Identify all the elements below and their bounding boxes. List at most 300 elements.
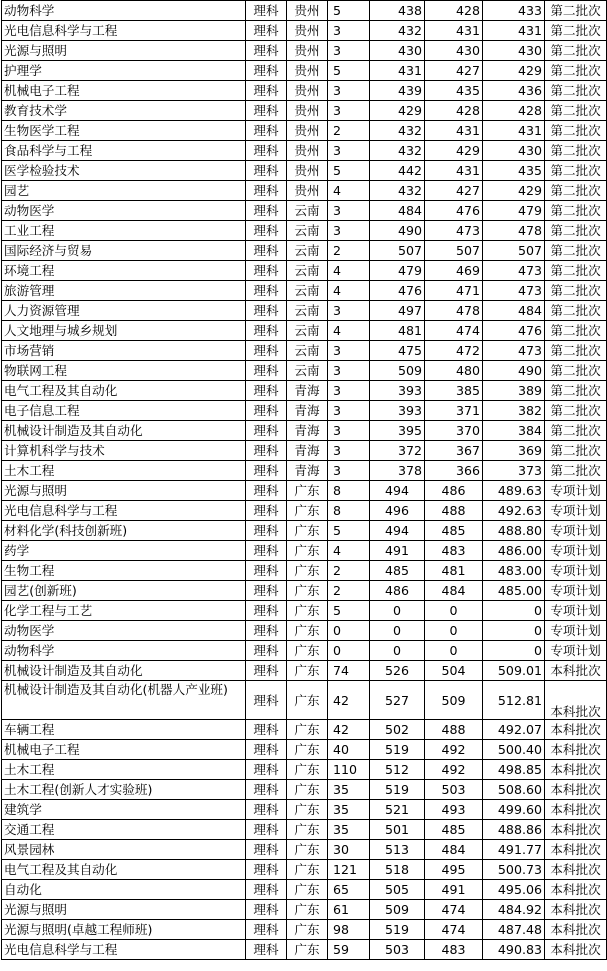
avg-score-cell: 478 (483, 221, 545, 241)
major-name-cell: 光源与照明(卓越工程师班) (2, 920, 246, 940)
province-cell: 广东 (287, 541, 328, 561)
min-score-cell: 503 (425, 780, 483, 800)
subject-type-cell: 理科 (246, 181, 287, 201)
batch-cell: 本科批次 (545, 681, 607, 720)
plan-count-cell: 3 (328, 401, 370, 421)
avg-score-cell: 488.86 (483, 820, 545, 840)
min-score-cell: 507 (425, 241, 483, 261)
major-name-cell: 旅游管理 (2, 281, 246, 301)
major-name-cell: 车辆工程 (2, 720, 246, 740)
plan-count-cell: 3 (328, 461, 370, 481)
plan-count-cell: 4 (328, 281, 370, 301)
province-cell: 广东 (287, 641, 328, 661)
max-score-cell: 518 (370, 860, 425, 880)
min-score-cell: 370 (425, 421, 483, 441)
province-cell: 青海 (287, 401, 328, 421)
min-score-cell: 474 (425, 321, 483, 341)
max-score-cell: 496 (370, 501, 425, 521)
subject-type-cell: 理科 (246, 61, 287, 81)
table-row (2, 481, 607, 501)
major-name-cell: 教育技术学 (2, 101, 246, 121)
batch-cell: 本科批次 (545, 800, 607, 820)
batch-cell: 第二批次 (545, 101, 607, 121)
table-row (2, 800, 607, 820)
max-score-cell: 519 (370, 920, 425, 940)
subject-type-cell: 理科 (246, 161, 287, 181)
avg-score-cell: 430 (483, 141, 545, 161)
province-cell: 云南 (287, 201, 328, 221)
min-score-cell: 427 (425, 181, 483, 201)
min-score-cell: 478 (425, 301, 483, 321)
plan-count-cell: 35 (328, 800, 370, 820)
plan-count-cell: 61 (328, 900, 370, 920)
plan-count-cell: 3 (328, 21, 370, 41)
table-row (2, 301, 607, 321)
province-cell: 云南 (287, 341, 328, 361)
max-score-cell: 378 (370, 461, 425, 481)
min-score-cell: 504 (425, 661, 483, 681)
table-row (2, 161, 607, 181)
subject-type-cell: 理科 (246, 461, 287, 481)
table-row (2, 241, 607, 261)
min-score-cell: 472 (425, 341, 483, 361)
table-row (2, 641, 607, 661)
table-row (2, 101, 607, 121)
max-score-cell: 393 (370, 381, 425, 401)
major-name-cell: 机械电子工程 (2, 81, 246, 101)
batch-cell: 第二批次 (545, 421, 607, 441)
min-score-cell: 474 (425, 900, 483, 920)
max-score-cell: 497 (370, 301, 425, 321)
subject-type-cell: 理科 (246, 1, 287, 21)
avg-score-cell: 0 (483, 641, 545, 661)
avg-score-cell: 484 (483, 301, 545, 321)
batch-cell: 第二批次 (545, 221, 607, 241)
major-name-cell: 光电信息科学与工程 (2, 940, 246, 960)
batch-cell: 专项计划 (545, 581, 607, 601)
min-score-cell: 483 (425, 940, 483, 960)
avg-score-cell: 512.81 (483, 681, 545, 720)
province-cell: 贵州 (287, 161, 328, 181)
province-cell: 云南 (287, 301, 328, 321)
avg-score-cell: 369 (483, 441, 545, 461)
plan-count-cell: 2 (328, 581, 370, 601)
batch-cell: 专项计划 (545, 501, 607, 521)
batch-cell: 专项计划 (545, 521, 607, 541)
major-name-cell: 机械设计制造及其自动化(机器人产业班) (2, 681, 246, 720)
plan-count-cell: 3 (328, 101, 370, 121)
table-body (2, 1, 607, 960)
min-score-cell: 493 (425, 800, 483, 820)
avg-score-cell: 429 (483, 181, 545, 201)
avg-score-cell: 429 (483, 61, 545, 81)
max-score-cell: 526 (370, 661, 425, 681)
table-row (2, 401, 607, 421)
subject-type-cell: 理科 (246, 441, 287, 461)
province-cell: 广东 (287, 760, 328, 780)
avg-score-cell: 508.60 (483, 780, 545, 800)
plan-count-cell: 8 (328, 481, 370, 501)
batch-cell: 本科批次 (545, 720, 607, 740)
major-name-cell: 动物科学 (2, 641, 246, 661)
plan-count-cell: 3 (328, 381, 370, 401)
min-score-cell: 428 (425, 101, 483, 121)
avg-score-cell: 479 (483, 201, 545, 221)
major-name-cell: 土木工程 (2, 760, 246, 780)
min-score-cell: 0 (425, 601, 483, 621)
plan-count-cell: 3 (328, 221, 370, 241)
major-name-cell: 计算机科学与技术 (2, 441, 246, 461)
subject-type-cell: 理科 (246, 101, 287, 121)
major-name-cell: 物联网工程 (2, 361, 246, 381)
plan-count-cell: 2 (328, 561, 370, 581)
province-cell: 贵州 (287, 1, 328, 21)
batch-cell: 第二批次 (545, 201, 607, 221)
table-row (2, 201, 607, 221)
avg-score-cell: 430 (483, 41, 545, 61)
batch-cell: 本科批次 (545, 661, 607, 681)
plan-count-cell: 121 (328, 860, 370, 880)
subject-type-cell: 理科 (246, 880, 287, 900)
avg-score-cell: 487.48 (483, 920, 545, 940)
plan-count-cell: 35 (328, 780, 370, 800)
major-name-cell: 材料化学(科技创新班) (2, 521, 246, 541)
subject-type-cell: 理科 (246, 641, 287, 661)
batch-cell: 第二批次 (545, 461, 607, 481)
plan-count-cell: 98 (328, 920, 370, 940)
plan-count-cell: 3 (328, 341, 370, 361)
subject-type-cell: 理科 (246, 281, 287, 301)
batch-cell: 本科批次 (545, 820, 607, 840)
max-score-cell: 501 (370, 820, 425, 840)
batch-cell: 本科批次 (545, 940, 607, 960)
table-row (2, 321, 607, 341)
subject-type-cell: 理科 (246, 800, 287, 820)
max-score-cell: 519 (370, 740, 425, 760)
max-score-cell: 491 (370, 541, 425, 561)
subject-type-cell: 理科 (246, 760, 287, 780)
batch-cell: 第二批次 (545, 401, 607, 421)
province-cell: 广东 (287, 820, 328, 840)
major-name-cell: 园艺(创新班) (2, 581, 246, 601)
major-name-cell: 人力资源管理 (2, 301, 246, 321)
max-score-cell: 494 (370, 481, 425, 501)
batch-cell: 第二批次 (545, 41, 607, 61)
major-name-cell: 电气工程及其自动化 (2, 381, 246, 401)
major-name-cell: 光电信息科学与工程 (2, 21, 246, 41)
subject-type-cell: 理科 (246, 900, 287, 920)
table-row (2, 541, 607, 561)
max-score-cell: 502 (370, 720, 425, 740)
major-name-cell: 食品科学与工程 (2, 141, 246, 161)
avg-score-cell: 0 (483, 601, 545, 621)
major-name-cell: 光源与照明 (2, 900, 246, 920)
min-score-cell: 476 (425, 201, 483, 221)
max-score-cell: 490 (370, 221, 425, 241)
major-name-cell: 光源与照明 (2, 481, 246, 501)
major-name-cell: 机械设计制造及其自动化 (2, 421, 246, 441)
max-score-cell: 512 (370, 760, 425, 780)
province-cell: 贵州 (287, 121, 328, 141)
plan-count-cell: 3 (328, 301, 370, 321)
plan-count-cell: 3 (328, 81, 370, 101)
major-name-cell: 生物工程 (2, 561, 246, 581)
subject-type-cell: 理科 (246, 341, 287, 361)
province-cell: 云南 (287, 321, 328, 341)
major-name-cell: 机械设计制造及其自动化 (2, 661, 246, 681)
max-score-cell: 494 (370, 521, 425, 541)
min-score-cell: 492 (425, 740, 483, 760)
avg-score-cell: 484.92 (483, 900, 545, 920)
avg-score-cell: 490.83 (483, 940, 545, 960)
table-row (2, 341, 607, 361)
max-score-cell: 442 (370, 161, 425, 181)
subject-type-cell: 理科 (246, 840, 287, 860)
max-score-cell: 431 (370, 61, 425, 81)
min-score-cell: 431 (425, 161, 483, 181)
avg-score-cell: 488.80 (483, 521, 545, 541)
major-name-cell: 动物医学 (2, 201, 246, 221)
province-cell: 广东 (287, 920, 328, 940)
subject-type-cell: 理科 (246, 241, 287, 261)
table-row (2, 181, 607, 201)
plan-count-cell: 3 (328, 41, 370, 61)
province-cell: 广东 (287, 601, 328, 621)
min-score-cell: 488 (425, 501, 483, 521)
batch-cell: 第二批次 (545, 1, 607, 21)
max-score-cell: 479 (370, 261, 425, 281)
max-score-cell: 432 (370, 181, 425, 201)
subject-type-cell: 理科 (246, 621, 287, 641)
major-name-cell: 化学工程与工艺 (2, 601, 246, 621)
subject-type-cell: 理科 (246, 381, 287, 401)
min-score-cell: 366 (425, 461, 483, 481)
plan-count-cell: 5 (328, 161, 370, 181)
subject-type-cell: 理科 (246, 521, 287, 541)
min-score-cell: 431 (425, 121, 483, 141)
max-score-cell: 475 (370, 341, 425, 361)
avg-score-cell: 476 (483, 321, 545, 341)
max-score-cell: 509 (370, 900, 425, 920)
table-row (2, 441, 607, 461)
province-cell: 广东 (287, 780, 328, 800)
plan-count-cell: 2 (328, 121, 370, 141)
max-score-cell: 527 (370, 681, 425, 720)
plan-count-cell: 4 (328, 321, 370, 341)
avg-score-cell: 373 (483, 461, 545, 481)
min-score-cell: 0 (425, 621, 483, 641)
subject-type-cell: 理科 (246, 860, 287, 880)
max-score-cell: 485 (370, 561, 425, 581)
min-score-cell: 483 (425, 541, 483, 561)
subject-type-cell: 理科 (246, 780, 287, 800)
province-cell: 云南 (287, 361, 328, 381)
plan-count-cell: 3 (328, 141, 370, 161)
major-name-cell: 土木工程 (2, 461, 246, 481)
province-cell: 云南 (287, 241, 328, 261)
province-cell: 广东 (287, 900, 328, 920)
subject-type-cell: 理科 (246, 41, 287, 61)
subject-type-cell: 理科 (246, 481, 287, 501)
min-score-cell: 430 (425, 41, 483, 61)
subject-type-cell: 理科 (246, 720, 287, 740)
province-cell: 广东 (287, 501, 328, 521)
plan-count-cell: 5 (328, 1, 370, 21)
province-cell: 云南 (287, 281, 328, 301)
avg-score-cell: 483.00 (483, 561, 545, 581)
province-cell: 青海 (287, 461, 328, 481)
batch-cell: 本科批次 (545, 760, 607, 780)
table-row (2, 281, 607, 301)
avg-score-cell: 495.06 (483, 880, 545, 900)
subject-type-cell: 理科 (246, 740, 287, 760)
avg-score-cell: 428 (483, 101, 545, 121)
major-name-cell: 护理学 (2, 61, 246, 81)
max-score-cell: 0 (370, 621, 425, 641)
batch-cell: 第二批次 (545, 361, 607, 381)
province-cell: 广东 (287, 880, 328, 900)
max-score-cell: 509 (370, 361, 425, 381)
province-cell: 贵州 (287, 101, 328, 121)
avg-score-cell: 473 (483, 281, 545, 301)
table-row (2, 760, 607, 780)
min-score-cell: 509 (425, 681, 483, 720)
avg-score-cell: 431 (483, 21, 545, 41)
batch-cell: 本科批次 (545, 840, 607, 860)
subject-type-cell: 理科 (246, 81, 287, 101)
max-score-cell: 503 (370, 940, 425, 960)
subject-type-cell: 理科 (246, 421, 287, 441)
province-cell: 青海 (287, 441, 328, 461)
subject-type-cell: 理科 (246, 581, 287, 601)
avg-score-cell: 489.63 (483, 481, 545, 501)
province-cell: 贵州 (287, 81, 328, 101)
min-score-cell: 385 (425, 381, 483, 401)
subject-type-cell: 理科 (246, 681, 287, 720)
table-row (2, 581, 607, 601)
avg-score-cell: 431 (483, 121, 545, 141)
plan-count-cell: 42 (328, 720, 370, 740)
batch-cell: 专项计划 (545, 621, 607, 641)
max-score-cell: 507 (370, 241, 425, 261)
major-name-cell: 园艺 (2, 181, 246, 201)
min-score-cell: 480 (425, 361, 483, 381)
batch-cell: 第二批次 (545, 341, 607, 361)
table-row (2, 740, 607, 760)
major-name-cell: 建筑学 (2, 800, 246, 820)
subject-type-cell: 理科 (246, 301, 287, 321)
table-row (2, 221, 607, 241)
plan-count-cell: 3 (328, 421, 370, 441)
major-name-cell: 市场营销 (2, 341, 246, 361)
province-cell: 青海 (287, 421, 328, 441)
min-score-cell: 429 (425, 141, 483, 161)
plan-count-cell: 3 (328, 441, 370, 461)
table-row (2, 461, 607, 481)
plan-count-cell: 5 (328, 601, 370, 621)
avg-score-cell: 435 (483, 161, 545, 181)
province-cell: 广东 (287, 740, 328, 760)
table-row (2, 21, 607, 41)
table-row (2, 1, 607, 21)
table-row (2, 900, 607, 920)
table-row (2, 880, 607, 900)
subject-type-cell: 理科 (246, 541, 287, 561)
batch-cell: 第二批次 (545, 261, 607, 281)
max-score-cell: 438 (370, 1, 425, 21)
max-score-cell: 430 (370, 41, 425, 61)
avg-score-cell: 389 (483, 381, 545, 401)
min-score-cell: 492 (425, 760, 483, 780)
avg-score-cell: 0 (483, 621, 545, 641)
subject-type-cell: 理科 (246, 820, 287, 840)
min-score-cell: 484 (425, 840, 483, 860)
table-row (2, 41, 607, 61)
plan-count-cell: 3 (328, 201, 370, 221)
min-score-cell: 484 (425, 581, 483, 601)
max-score-cell: 484 (370, 201, 425, 221)
subject-type-cell: 理科 (246, 261, 287, 281)
major-name-cell: 电气工程及其自动化 (2, 860, 246, 880)
province-cell: 广东 (287, 661, 328, 681)
avg-score-cell: 382 (483, 401, 545, 421)
plan-count-cell: 5 (328, 521, 370, 541)
min-score-cell: 367 (425, 441, 483, 461)
subject-type-cell: 理科 (246, 121, 287, 141)
plan-count-cell: 4 (328, 541, 370, 561)
min-score-cell: 485 (425, 820, 483, 840)
subject-type-cell: 理科 (246, 201, 287, 221)
major-name-cell: 动物医学 (2, 621, 246, 641)
min-score-cell: 435 (425, 81, 483, 101)
batch-cell: 专项计划 (545, 541, 607, 561)
province-cell: 广东 (287, 800, 328, 820)
plan-count-cell: 110 (328, 760, 370, 780)
major-name-cell: 风景园林 (2, 840, 246, 860)
table-row (2, 521, 607, 541)
max-score-cell: 429 (370, 101, 425, 121)
province-cell: 广东 (287, 840, 328, 860)
plan-count-cell: 0 (328, 621, 370, 641)
max-score-cell: 513 (370, 840, 425, 860)
province-cell: 贵州 (287, 21, 328, 41)
subject-type-cell: 理科 (246, 21, 287, 41)
province-cell: 贵州 (287, 41, 328, 61)
plan-count-cell: 65 (328, 880, 370, 900)
table-row (2, 780, 607, 800)
table-row (2, 501, 607, 521)
batch-cell: 本科批次 (545, 880, 607, 900)
plan-count-cell: 30 (328, 840, 370, 860)
province-cell: 云南 (287, 221, 328, 241)
major-name-cell: 人文地理与城乡规划 (2, 321, 246, 341)
plan-count-cell: 2 (328, 241, 370, 261)
batch-cell: 第二批次 (545, 281, 607, 301)
avg-score-cell: 500.73 (483, 860, 545, 880)
min-score-cell: 471 (425, 281, 483, 301)
province-cell: 广东 (287, 720, 328, 740)
max-score-cell: 432 (370, 21, 425, 41)
province-cell: 广东 (287, 481, 328, 501)
batch-cell: 本科批次 (545, 740, 607, 760)
subject-type-cell: 理科 (246, 141, 287, 161)
table-row (2, 920, 607, 940)
batch-cell: 专项计划 (545, 601, 607, 621)
batch-cell: 第二批次 (545, 381, 607, 401)
plan-count-cell: 8 (328, 501, 370, 521)
province-cell: 贵州 (287, 61, 328, 81)
batch-cell: 本科批次 (545, 920, 607, 940)
